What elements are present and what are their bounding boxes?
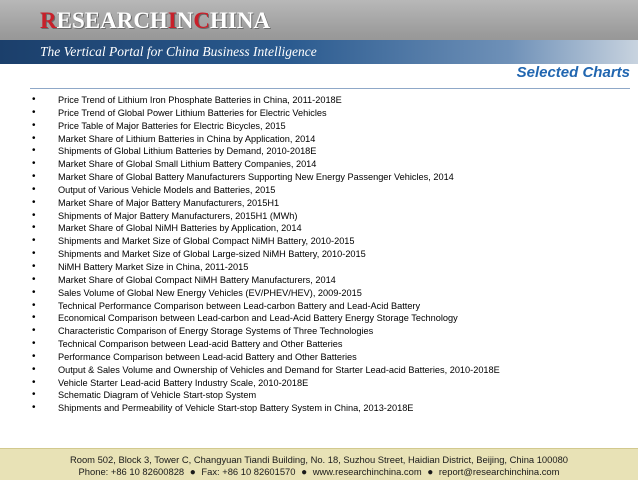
list-item: • Output & Sales Volume and Ownership of Vehicles and Demand for Starter Lead-acid Batteries, 2010-2018E (32, 364, 632, 377)
list-item: • Shipments and Permeability of Vehicle Start-stop Battery System in China, 2013-2018E (32, 402, 632, 415)
list-item: • Shipments of Major Battery Manufacturers, 2015H1 (MWh) (32, 210, 632, 223)
logo-text-esearch: ESEARCH (56, 8, 168, 33)
list-item: • Market Share of Global Compact NiMH Battery Manufacturers, 2014 (32, 274, 632, 287)
list-item: • Vehicle Starter Lead-acid Battery Industry Scale, 2010-2018E (32, 377, 632, 390)
separator-dot-icon: ● (189, 467, 196, 478)
footer-fax: Fax: +86 10 82601570 (201, 466, 296, 477)
list-item: • Market Share of Global NiMH Batteries by Application, 2014 (32, 222, 632, 235)
separator-dot-icon: ● (427, 467, 434, 478)
list-item: • Technical Comparison between Lead-acid Battery and Other Batteries (32, 338, 632, 351)
logo-letter-n: N (176, 8, 194, 33)
list-item: • Price Trend of Lithium Iron Phosphate Batteries in China, 2011-2018E (32, 94, 632, 107)
list-item: • Characteristic Comparison of Energy Storage Systems of Three Technologies (32, 325, 632, 338)
list-item: • Economical Comparison between Lead-carbon and Lead-Acid Battery Energy Storage Technology (32, 312, 632, 325)
title-divider (30, 88, 630, 89)
footer-address: Room 502, Block 3, Tower C, Changyuan Tiandi Building, No. 18, Suzhou Street, Haidian District, Beijing, China 100080 (69, 454, 569, 465)
logo (40, 8, 270, 34)
logo-letter-c: C (193, 8, 211, 33)
chart-list (32, 94, 632, 415)
logo-text-hina: HINA (210, 8, 271, 33)
list-item: • Output of Various Vehicle Models and Batteries, 2015 (32, 184, 632, 197)
list-item: • Shipments and Market Size of Global Large-sized NiMH Battery, 2010-2015 (32, 248, 632, 261)
list-item: • Market Share of Global Battery Manufacturers Supporting New Energy Passenger Vehicles, 2014 (32, 171, 632, 184)
list-item: • Market Share of Major Battery Manufacturers, 2015H1 (32, 197, 632, 210)
separator-dot-icon: ● (301, 467, 308, 478)
footer-contact (0, 466, 638, 478)
list-item: • NiMH Battery Market Size in China, 2011-2015 (32, 261, 632, 274)
header (0, 0, 638, 64)
list-item: • Market Share of Lithium Batteries in China by Application, 2014 (32, 133, 632, 146)
footer-phone: Phone: +86 10 82600828 (78, 466, 185, 477)
list-item: • Market Share of Global Small Lithium Battery Companies, 2014 (32, 158, 632, 171)
footer-email-link[interactable]: report@researchinchina.com (438, 466, 560, 477)
section-title: Selected Charts (516, 64, 630, 81)
list-item: • Sales Volume of Global New Energy Vehicles (EV/PHEV/HEV), 2009-2015 (32, 287, 632, 300)
list-item: • Shipments of Global Lithium Batteries by Demand, 2010-2018E (32, 145, 632, 158)
list-item: • Technical Performance Comparison between Lead-carbon Battery and Lead-Acid Battery (32, 300, 632, 313)
footer-website-link[interactable]: www.researchinchina.com (312, 466, 422, 477)
tagline: The Vertical Portal for China Business Intelligence (40, 44, 317, 59)
list-item: • Shipments and Market Size of Global Compact NiMH Battery, 2010-2015 (32, 235, 632, 248)
list-item: • Price Table of Major Batteries for Electric Bicycles, 2015 (32, 120, 632, 133)
footer (0, 448, 638, 480)
logo-letter-r: R (40, 8, 57, 33)
logo-letter-i: I (167, 8, 177, 33)
list-item: • Schematic Diagram of Vehicle Start-stop System (32, 389, 632, 402)
list-item: • Price Trend of Global Power Lithium Batteries for Electric Vehicles (32, 107, 632, 120)
list-item: • Performance Comparison between Lead-acid Battery and Other Batteries (32, 351, 632, 364)
